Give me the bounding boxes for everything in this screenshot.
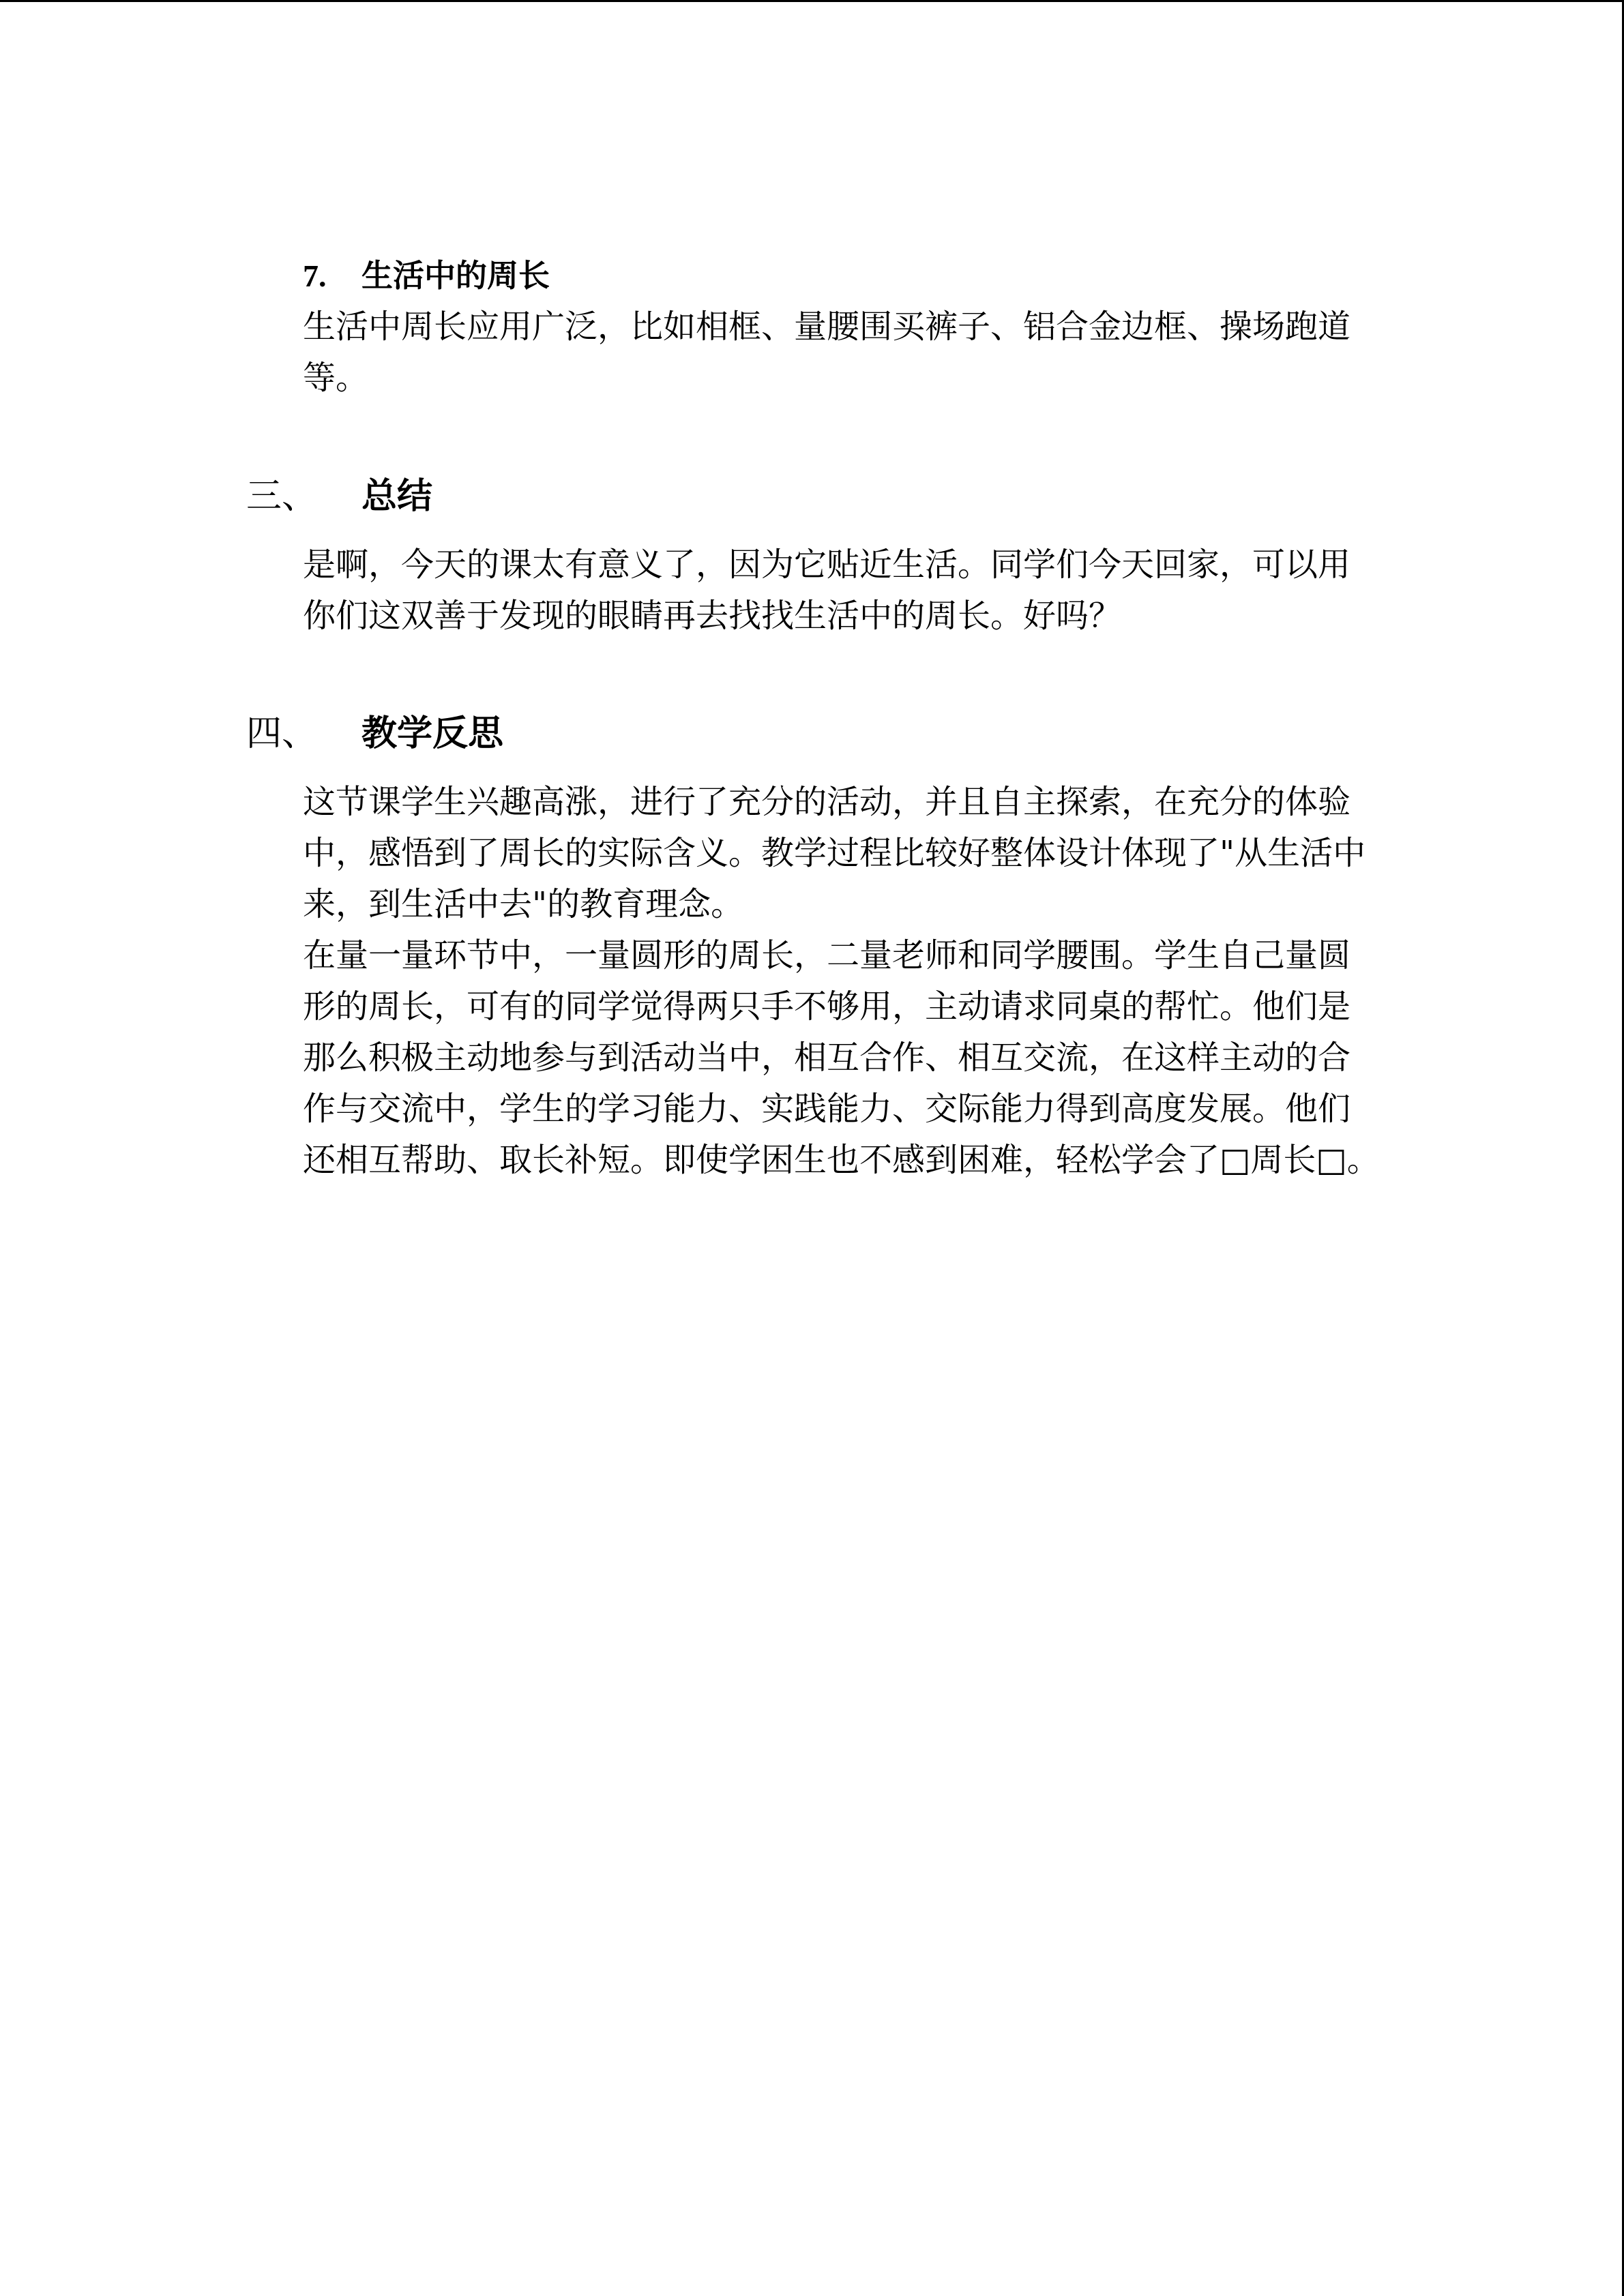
section-title: 教学反思: [361, 714, 504, 754]
text-line: 等。: [303, 359, 369, 397]
subsection-heading: [0, 250, 1569, 301]
paragraph: [0, 301, 1569, 404]
text-line: 在量一量环节中，一量圆形的周长，二量老师和同学腰围。学生自己量圆: [303, 936, 1351, 974]
section-heading: [0, 709, 1569, 760]
section-number: 四、: [246, 715, 318, 754]
text-line: 这节课学生兴趣高涨，进行了充分的活动，并且自主探索，在充分的体验: [303, 783, 1351, 821]
text-line: 那么积极主动地参与到活动当中，相互合作、相互交流，在这样主动的合: [303, 1039, 1351, 1077]
paragraph: [0, 930, 1569, 1186]
section-reflection: [0, 709, 1569, 1186]
text-line: 还相互帮助、取长补短。即使学困生也不感到困难，轻松学会了□周长□。: [303, 1141, 1380, 1179]
section-number: 三、: [246, 477, 318, 516]
paragraph: [0, 539, 1569, 642]
text-line: 是啊，今天的课太有意义了，因为它贴近生活。同学们今天回家，可以用: [303, 546, 1351, 584]
text-line: 中，感悟到了周长的实际含义。教学过程比较好整体设计体现了"从生活中: [303, 834, 1366, 872]
text-line: 作与交流中，学生的学习能力、实践能力、交际能力得到高度发展。他们: [303, 1090, 1351, 1128]
text-line: 来，到生活中去"的教育理念。: [303, 885, 744, 923]
subsection-7: [0, 250, 1569, 404]
subsection-number: 7.: [303, 258, 327, 293]
section-heading: [0, 471, 1569, 522]
paragraph: [0, 777, 1569, 930]
section-summary: [0, 471, 1569, 642]
subsection-title: 生活中的周长: [361, 258, 550, 293]
section-title: 总结: [361, 477, 433, 516]
text-line: 形的周长，可有的同学觉得两只手不够用，主动请求同桌的帮忙。他们是: [303, 987, 1351, 1026]
text-line: 生活中周长应用广泛，比如相框、量腰围买裤子、铝合金边框、操场跑道: [303, 308, 1351, 346]
text-line: 你们这双善于发现的眼睛再去找找生活中的周长。好吗？: [303, 597, 1122, 635]
